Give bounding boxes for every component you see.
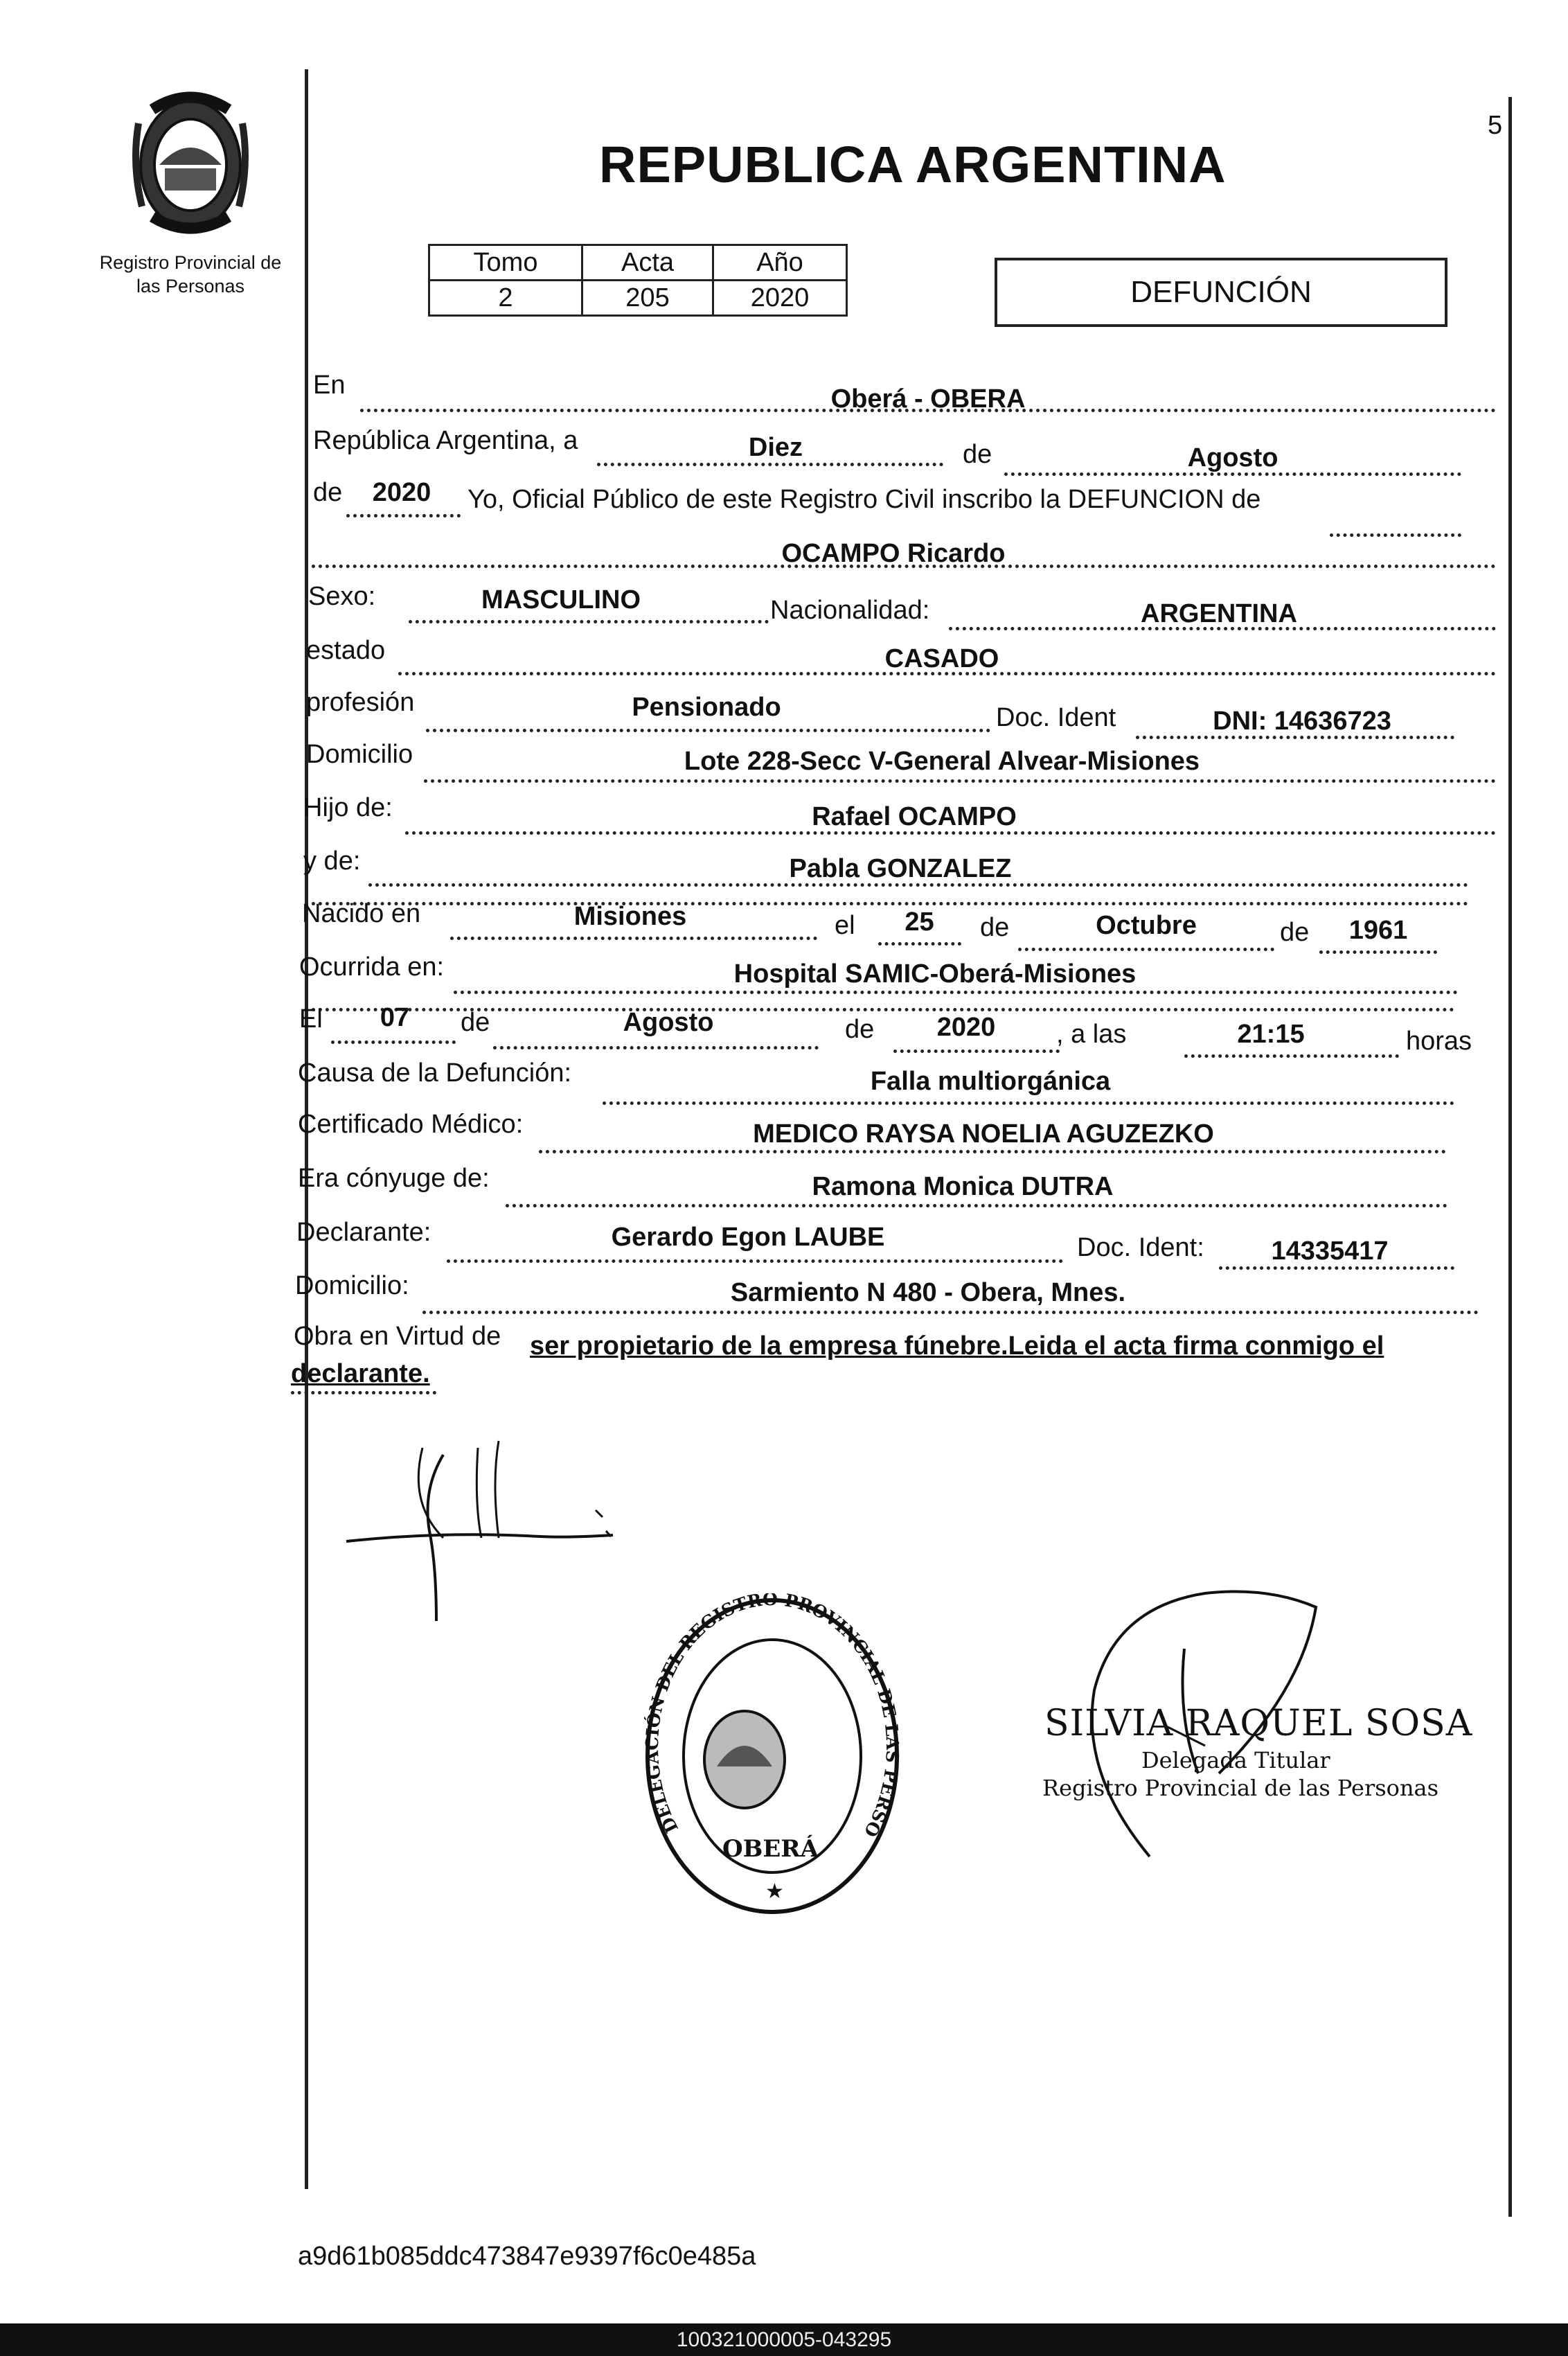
- table-value-ano: 2020: [713, 281, 847, 316]
- death-year: 2020: [936, 1013, 996, 1042]
- dotted-line: [493, 1046, 819, 1049]
- sexo-label: Sexo:: [308, 582, 376, 611]
- dotted-line: [603, 1101, 1454, 1105]
- table-value-tomo: 2: [429, 281, 582, 316]
- dotted-line: [597, 463, 943, 466]
- page-number: 5: [1488, 111, 1503, 140]
- svg-text:OBERÁ: OBERÁ: [722, 1835, 819, 1863]
- profesion-value: Pensionado: [632, 693, 781, 722]
- ocurrida-value: Hospital SAMIC-Oberá-Misiones: [733, 959, 1137, 989]
- doc-ident-value: DNI: 14636723: [1213, 707, 1391, 736]
- place-value: Oberá - OBERA: [830, 384, 1026, 414]
- svg-text:★: ★: [765, 1879, 784, 1904]
- register-table: [428, 244, 848, 317]
- estado-label: estado: [306, 636, 386, 665]
- table-header-tomo: Tomo: [429, 245, 582, 281]
- dotted-line: [893, 1049, 1060, 1053]
- obra-value-line1: ser propietario de la empresa fúnebre.Leida el acta firma conmigo el: [530, 1331, 1384, 1361]
- yde-label: y de:: [303, 847, 361, 876]
- republica-label: República Argentina, a: [313, 426, 578, 455]
- de-label-3: de: [980, 913, 1010, 942]
- year-value: 2020: [372, 478, 431, 507]
- barcode-strip: [0, 2323, 1568, 2356]
- de-label-4: de: [1280, 918, 1310, 947]
- nacionalidad-label: Nacionalidad:: [770, 596, 930, 625]
- death-day: 07: [380, 1003, 410, 1032]
- birth-year: 1961: [1348, 916, 1408, 945]
- decl-dom-value: Sarmiento N 480 - Obera, Mnes.: [730, 1278, 1126, 1307]
- hijo-value: Rafael OCAMPO: [812, 802, 1017, 831]
- doc-ident-label: Doc. Ident: [996, 703, 1116, 732]
- svg-text:DELEGACIÓN DEL REGISTRO PROVIN: DELEGACIÓN DEL REGISTRO PROVINCIAL DE LAS PERSO: [641, 1593, 903, 1841]
- official-office: Registro Provincial de las Personas: [1042, 1775, 1439, 1801]
- dotted-line: [450, 937, 817, 940]
- conyuge-label: Era cónyuge de:: [298, 1164, 490, 1193]
- estado-value: CASADO: [884, 644, 999, 673]
- decl-doc-label: Doc. Ident:: [1077, 1233, 1204, 1262]
- dotted-line: [506, 1204, 1447, 1207]
- day-value: Diez: [748, 433, 803, 462]
- dotted-line: [291, 1391, 436, 1394]
- doc-type-box: DEFUNCIÓN: [995, 258, 1447, 327]
- table-header-acta: Acta: [582, 245, 713, 281]
- cert-value: MEDICO RAYSA NOELIA AGUZEZKO: [753, 1119, 1214, 1149]
- de-label-6: de: [845, 1015, 875, 1044]
- de-label-2: de: [313, 478, 343, 507]
- registry-name: Registro Provincial de las Personas: [99, 252, 282, 296]
- cert-label: Certificado Médico:: [298, 1110, 524, 1139]
- el-label: el: [835, 911, 855, 940]
- obra-label: Obra en Virtud de: [294, 1322, 501, 1351]
- dotted-line: [1330, 533, 1461, 537]
- dotted-line: [409, 620, 769, 623]
- yo-statement: Yo, Oficial Público de este Registro Civil inscribo la DEFUNCION de: [467, 485, 1261, 514]
- alas-label: , a las: [1056, 1020, 1127, 1049]
- de-label-1: de: [963, 440, 992, 469]
- dotted-line: [1319, 950, 1437, 954]
- en-label: En: [313, 371, 346, 400]
- horas-label: horas: [1406, 1027, 1472, 1056]
- nacido-value: Misiones: [573, 902, 687, 931]
- causa-label: Causa de la Defunción:: [298, 1059, 572, 1088]
- de-label-5: de: [461, 1008, 490, 1037]
- el2-label: El: [299, 1004, 323, 1034]
- document-hash: a9d61b085ddc473847e9397f6c0e485a: [298, 2242, 756, 2271]
- dotted-line: [1184, 1054, 1399, 1058]
- death-time: 21:15: [1237, 1020, 1305, 1049]
- dotted-line: [424, 779, 1496, 783]
- nacido-label: Nacido en: [302, 899, 421, 928]
- declarante-value: Gerardo Egon LAUBE: [611, 1223, 885, 1252]
- dotted-line: [346, 514, 461, 517]
- declarant-signature: [339, 1427, 630, 1628]
- conyuge-value: Ramona Monica DUTRA: [812, 1172, 1114, 1201]
- table-value-acta: 205: [582, 281, 713, 316]
- decl-doc-value: 14335417: [1271, 1237, 1389, 1266]
- sexo-value: MASCULINO: [481, 585, 641, 614]
- right-margin-line: [1508, 97, 1512, 2217]
- dotted-line: [422, 1311, 1479, 1314]
- profesion-label: profesión: [306, 688, 415, 717]
- dotted-line: [305, 902, 1468, 905]
- dotted-line: [447, 1259, 1063, 1263]
- death-month: Agosto: [623, 1008, 714, 1037]
- dotted-line: [878, 942, 961, 946]
- nacionalidad-value: ARGENTINA: [1141, 599, 1297, 628]
- declarante-label: Declarante:: [296, 1218, 431, 1247]
- official-seal: [641, 1593, 904, 1919]
- dotted-line: [1219, 1266, 1454, 1270]
- month-value: Agosto: [1187, 443, 1279, 472]
- decl-dom-label: Domicilio:: [295, 1271, 409, 1300]
- dotted-line: [1018, 948, 1274, 951]
- domicilio-value: Lote 228-Secc V-General Alvear-Misiones: [684, 747, 1200, 776]
- official-name: SILVIA RAQUEL SOSA: [1044, 1703, 1473, 1744]
- page-title: REPUBLICA ARGENTINA: [599, 136, 1227, 193]
- table-header-ano: Año: [713, 245, 847, 281]
- official-title: Delegada Titular: [1141, 1747, 1330, 1773]
- dotted-line: [331, 1040, 456, 1044]
- yde-value: Pabla GONZALEZ: [789, 854, 1012, 883]
- ocurrida-label: Ocurrida en:: [299, 953, 445, 982]
- province-logo: [125, 82, 256, 241]
- birth-month: Octubre: [1096, 911, 1197, 940]
- hijo-label: Hijo de:: [303, 793, 393, 822]
- causa-value: Falla multiorgánica: [870, 1067, 1111, 1096]
- birth-day: 25: [905, 907, 934, 937]
- dotted-line: [426, 729, 990, 732]
- barcode-text: 100321000005-043295: [676, 2328, 892, 2351]
- dotted-line: [454, 991, 1458, 994]
- deceased-name: OCAMPO Ricardo: [781, 539, 1006, 568]
- obra-value-line2: declarante.: [291, 1359, 430, 1388]
- domicilio-label: Domicilio: [306, 740, 413, 769]
- dotted-line: [539, 1150, 1446, 1153]
